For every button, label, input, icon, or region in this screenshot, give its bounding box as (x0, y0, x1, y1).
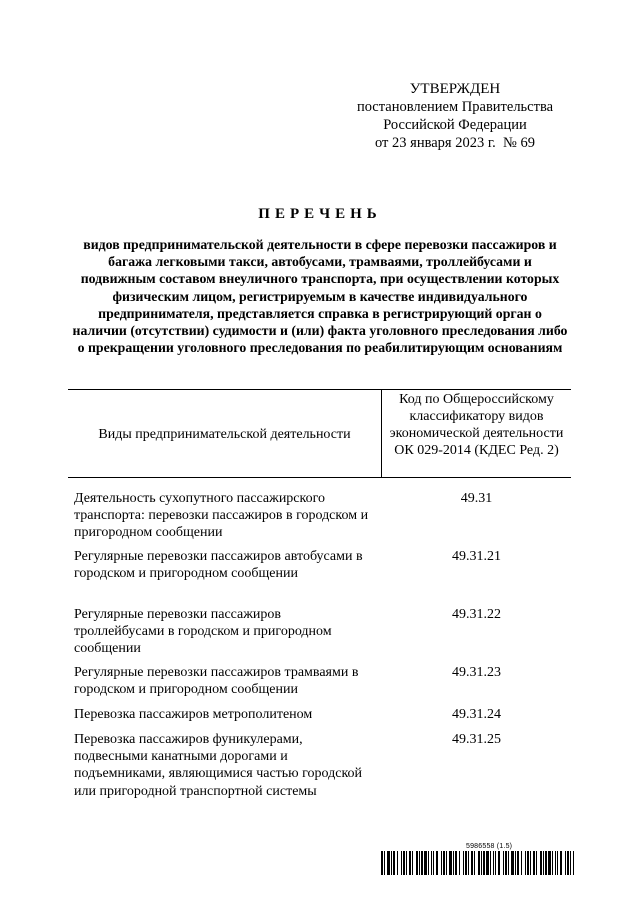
document-title: ПЕРЕЧЕНЬ (258, 206, 382, 222)
row-code: 49.31.25 (452, 732, 501, 747)
row-activity: Перевозка пассажиров фуникулерами, подвесными канатными дорогами и подъемниками, являющимися частью городской или пригородной транспортной системы (74, 732, 363, 799)
row-activity: Регулярные перевозки пассажиров троллейбусами в городском и пригородном сообщении (74, 607, 332, 657)
row-activity: Регулярные перевозки пассажиров автобусами в городском и пригородном сообщении (74, 549, 363, 582)
table-header-activity: Виды предпринимательской деятельности (98, 427, 351, 442)
row-activity: Регулярные перевозки пассажиров трамваями в городском и пригородном сообщении (74, 665, 359, 698)
barcode-number: 5986558 (1.5) (466, 843, 513, 850)
approval-line-2: Российской Федерации (383, 117, 527, 133)
row-code: 49.31 (460, 491, 493, 506)
row-code: 49.31.21 (452, 549, 501, 564)
row-activity: Перевозка пассажиров метрополитеном (74, 707, 313, 722)
approval-line-3: от 23 января 2023 г. № 69 (375, 135, 535, 151)
table-header-code: Код по Общероссийскому классификатору видов экономической деятельности ОК 029-2014 (КДЕС Ред. 2) (389, 392, 564, 458)
table-header-bottom-border (68, 477, 571, 478)
approval-heading: УТВЕРЖДЕН (409, 81, 501, 97)
approval-block (340, 80, 570, 152)
approval-line-1: постановлением Правительства (356, 99, 554, 115)
row-code: 49.31.22 (452, 607, 501, 622)
row-activity: Деятельность сухопутного пассажирского транспорта: перевозки пассажиров в городском и пригородном сообщении (74, 491, 369, 541)
barcode-image (381, 851, 574, 875)
document-subtitle: видов предпринимательской деятельности в сфере перевозки пассажиров и багажа легковыми такси, автобусами, трамваями, троллейбусами и подвижным составом внеуличного транспорта, при осуществлении которых физическим лицом, регистрируемым в качестве индивидуального предпринимателя, представляется справка в регистрирующий орган о наличии (отсутствии) судимости и (или) факта уголовного преследования либо о прекращении уголовного преследования по реабилитирующим основаниям (72, 237, 568, 356)
table-top-border (68, 389, 571, 390)
row-code: 49.31.24 (452, 707, 501, 722)
row-code: 49.31.23 (452, 665, 501, 680)
